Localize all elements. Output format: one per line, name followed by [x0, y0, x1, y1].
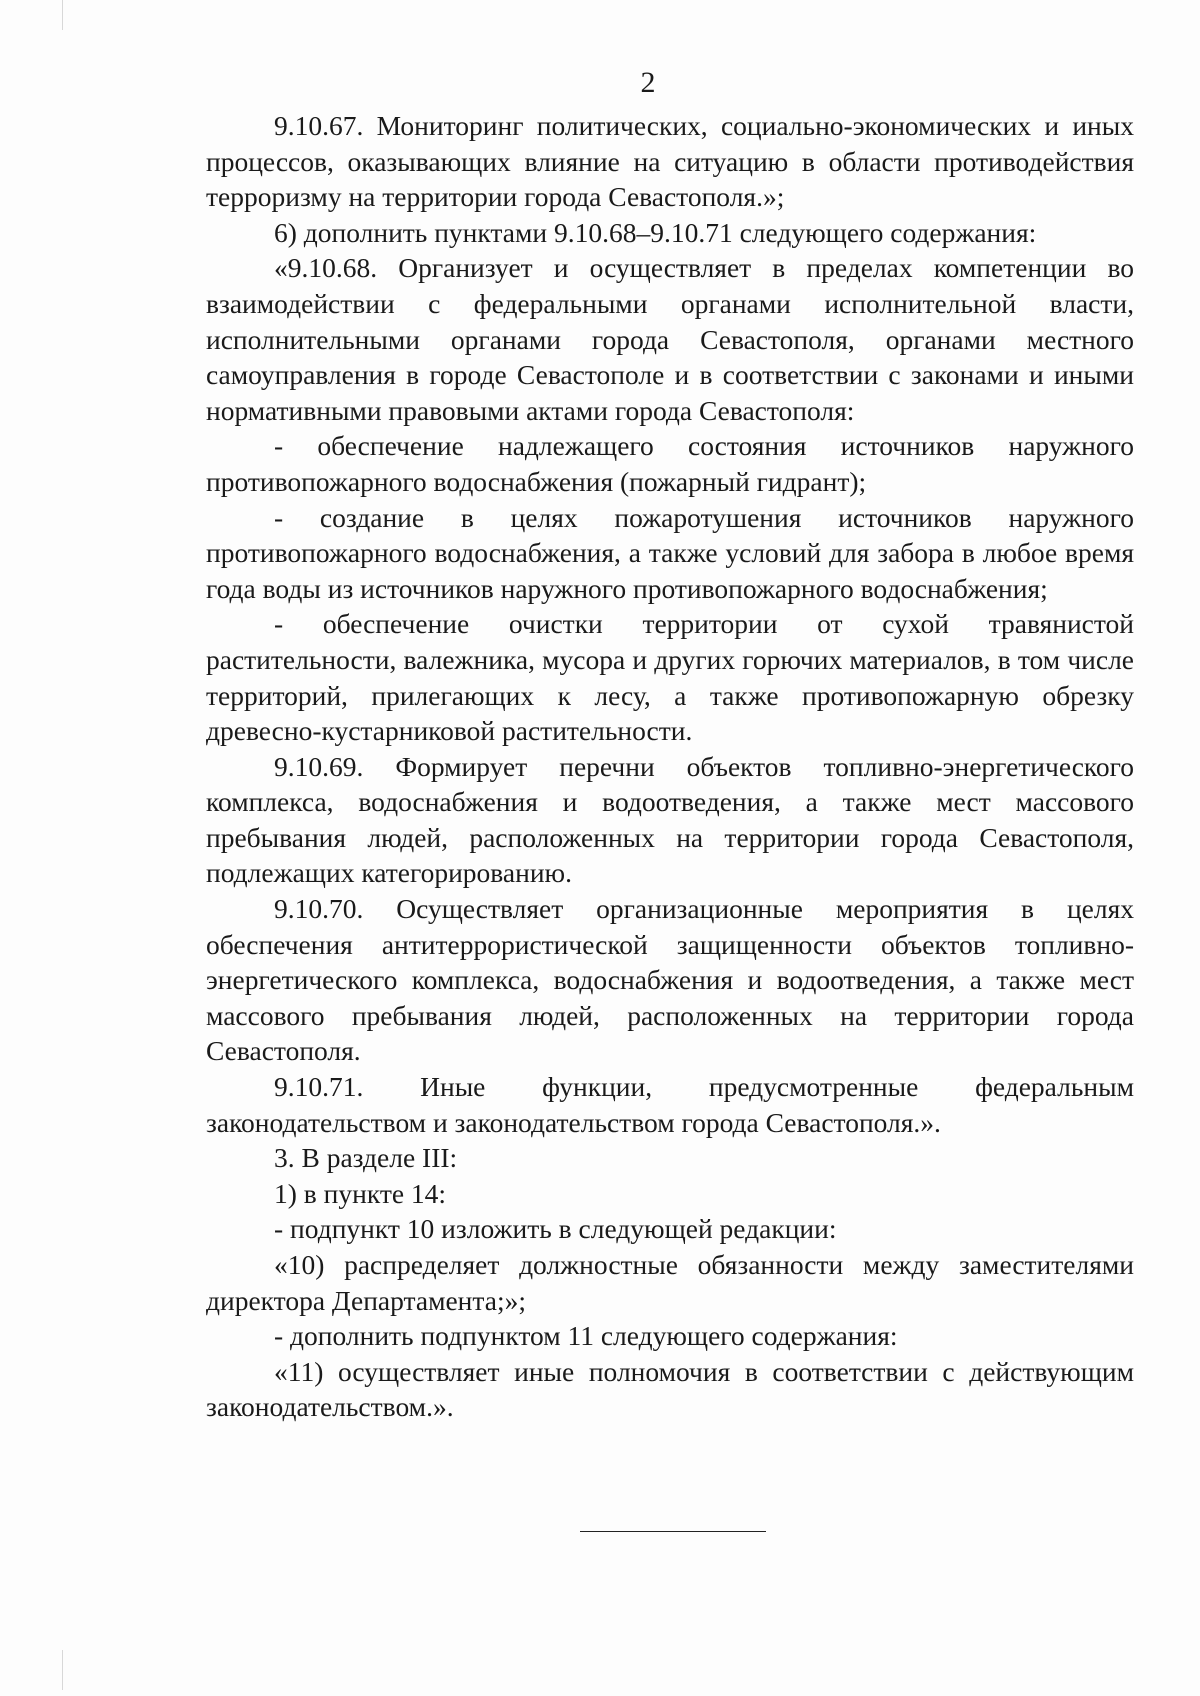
paragraph: - подпункт 10 изложить в следующей редакции: — [274, 1213, 837, 1245]
page-number: 2 — [640, 66, 656, 99]
paragraph: 1) в пункте 14: — [274, 1177, 447, 1209]
paragraph: «11) осуществляет иные полномочия в соответствии с действующим законодательством.». — [206, 1355, 1134, 1423]
paragraph: - создание в целях пожаротушения источников наружного противопожарного водоснабжения, а также условий для забора в любое время года воды из источников наружного противопожарного водоснабжения; — [206, 501, 1134, 604]
paragraph: 9.10.67. Мониторинг политических, социально-экономических и иных процессов, оказывающих влияние на ситуацию в области противодействия терроризму на территории города Севастополя.»; — [206, 110, 1134, 213]
scan-edge-mark — [62, 1650, 63, 1690]
paragraph: 9.10.71. Иные функции, предусмотренные федеральным законодательством и законодательством города Севастополя.». — [206, 1071, 1134, 1138]
scan-edge-mark — [62, 0, 63, 30]
document-body — [206, 108, 1134, 1425]
paragraph: - обеспечение надлежащего состояния источников наружного противопожарного водоснабжения (пожарный гидрант); — [206, 430, 1134, 497]
paragraph: 9.10.70. Осуществляет организационные мероприятия в целях обеспечения антитеррористической защищенности объектов топливно-энергетического комплекса, водоснабжения и водоотведения, а также мест массового пребывания людей, расположенных на территории города Севастополя. — [206, 893, 1134, 1067]
paragraph: «9.10.68. Организует и осуществляет в пределах компетенции во взаимодействии с федеральными органами исполнительной власти, исполнительными органами города Севастополя, органами местного самоуправления в городе Севастополе и в соответствии с законами и иными нормативными правовыми актами города Севастополя: — [206, 252, 1134, 426]
paragraph: 3. В разделе III: — [274, 1142, 458, 1174]
end-divider-line — [580, 1531, 766, 1532]
paragraph: - обеспечение очистки территории от сухой травянистой растительности, валежника, мусора и других горючих материалов, в том числе территорий, прилегающих к лесу, а также противопожарную обрезку древесно-кустарниковой растительности. — [206, 608, 1134, 747]
paragraph: «10) распределяет должностные обязанности между заместителями директора Департамента;»; — [206, 1249, 1134, 1316]
paragraph: 9.10.69. Формирует перечни объектов топливно-энергетического комплекса, водоснабжения и водоотведения, а также мест массового пребывания людей, расположенных на территории города Севастополя, подлежащих категорированию. — [206, 750, 1134, 889]
paragraph: 6) дополнить пунктами 9.10.68–9.10.71 следующего содержания: — [274, 216, 1037, 248]
paragraph: - дополнить подпунктом 11 следующего содержания: — [274, 1320, 898, 1352]
